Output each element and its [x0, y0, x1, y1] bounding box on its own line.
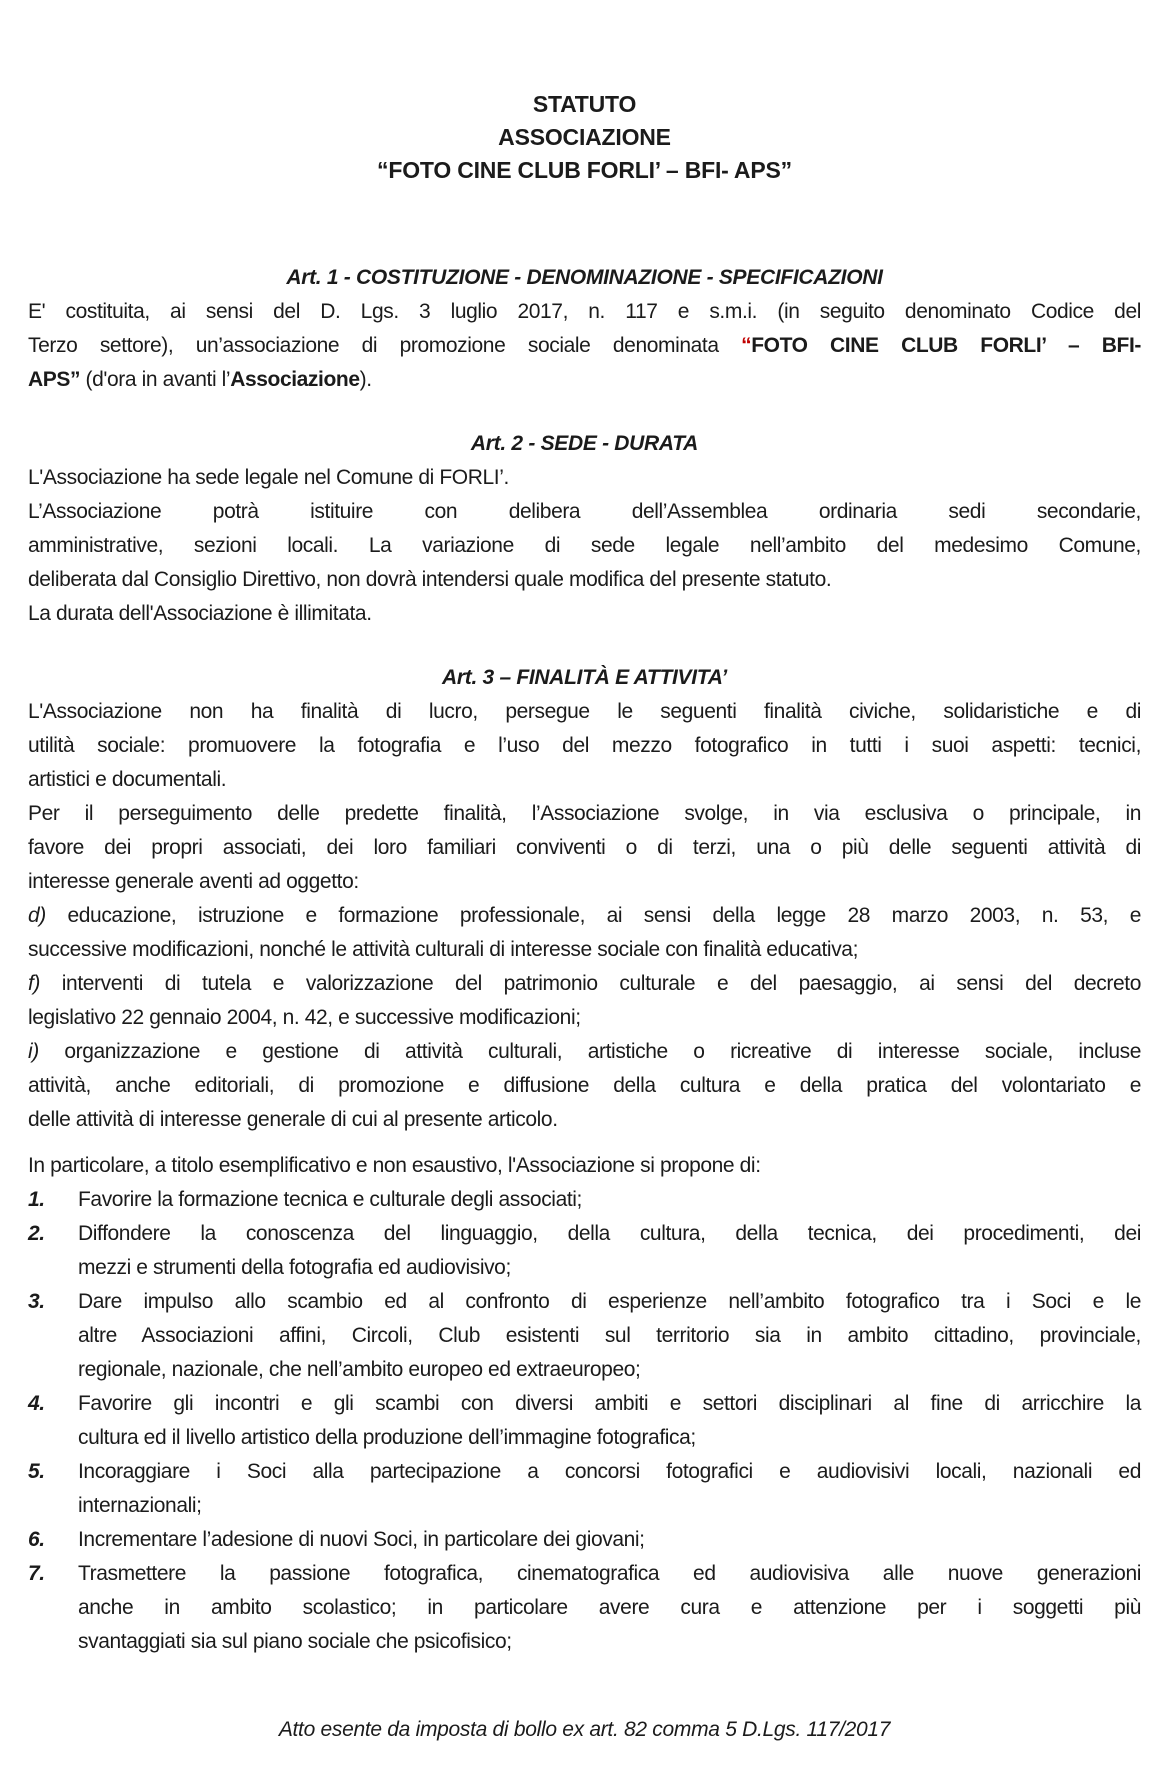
list-item-text: [78, 1387, 1141, 1455]
paragraph: [28, 1035, 1141, 1137]
paragraph-line: [78, 1319, 1141, 1353]
text-run: educazione, istruzione e formazione professionale, ai sensi della legge 28 marzo 2003, n. 53, e: [45, 904, 1141, 927]
article-heading: [28, 261, 1141, 295]
document-body: [28, 261, 1141, 1659]
paragraph-line: [28, 563, 1141, 597]
document-title-line: ASSOCIAZIONE: [498, 124, 671, 150]
paragraph-line: [78, 1217, 1141, 1251]
article-heading: [28, 427, 1141, 461]
text-run: (d'ora in avanti l’: [80, 368, 231, 391]
paragraph-line: [28, 967, 1141, 1001]
paragraph-line: [28, 295, 1141, 329]
text-run: Terzo settore), un’associazione di promozione sociale denominata: [28, 334, 742, 357]
text-run: interventi di tutela e valorizzazione del patrimonio culturale e del paesaggio, ai sensi del decreto: [40, 972, 1141, 995]
paragraph: [28, 967, 1141, 1035]
paragraph-line: [78, 1591, 1141, 1625]
paragraph-line: [78, 1557, 1141, 1591]
paragraph-line: [28, 797, 1141, 831]
list-item-number: 7.: [28, 1562, 45, 1585]
red-quote-mark: “: [741, 334, 752, 357]
paragraph-line: [28, 329, 1141, 363]
list-item-text: [78, 1455, 1141, 1523]
text-run: L'Associazione non ha finalità di lucro, persegue le seguenti finalità civiche, solidaristiche e di: [28, 700, 1141, 723]
paragraph-line: [28, 363, 1141, 397]
list-item: [28, 1183, 1141, 1217]
text-run: legislativo 22 gennaio 2004, n. 42, e successive modificazioni;: [28, 1006, 581, 1029]
footer-note: Atto esente da imposta di bollo ex art. 82 comma 5 D.Lgs. 117/2017: [278, 1718, 891, 1741]
document-title: [28, 88, 1141, 187]
text-run: Favorire gli incontri e gli scambi con diversi ambiti e settori disciplinari al fine di arricchire la: [78, 1392, 1141, 1415]
text-run: interesse generale aventi ad oggetto:: [28, 870, 359, 893]
paragraph: [28, 1149, 1141, 1183]
article-heading: [28, 661, 1141, 695]
paragraph-line: [28, 495, 1141, 529]
list-item-text: [78, 1557, 1141, 1659]
document-title-line: STATUTO: [532, 91, 637, 117]
document-title-line: “FOTO CINE CLUB FORLI’ – BFI- APS”: [377, 157, 792, 183]
text-run: organizzazione e gestione di attività culturali, artistiche o ricreative di interesse sociale, incluse: [38, 1040, 1141, 1063]
list-item-text: [78, 1183, 1141, 1217]
text-run: Art. 3 – FINALITÀ E ATTIVITA’: [442, 666, 727, 689]
paragraph-line: [78, 1523, 1141, 1557]
paragraph: [28, 495, 1141, 597]
text-run: anche in ambito scolastico; in particolare avere cura e attenzione per i soggetti più: [78, 1596, 1141, 1619]
paragraph-line: [28, 529, 1141, 563]
text-run: Incrementare l’adesione di nuovi Soci, in particolare dei giovani;: [78, 1528, 645, 1551]
text-run: i): [28, 1040, 39, 1063]
text-run: svantaggiati sia sul piano sociale che psicofisico;: [78, 1630, 512, 1653]
list-item-number: 4.: [28, 1392, 45, 1415]
text-run: altre Associazioni affini, Circoli, Club esistenti sul territorio sia in ambito cittadino, provinciale,: [78, 1324, 1141, 1347]
paragraph: [28, 295, 1141, 397]
text-run: attività, anche editoriali, di promozione e diffusione della cultura e della pratica del volontariato e: [28, 1074, 1141, 1097]
text-run: FOTO CINE CLUB FORLI’ – BFI-: [751, 334, 1141, 357]
paragraph-line: [28, 831, 1141, 865]
paragraph-line: [78, 1183, 1141, 1217]
text-run: Diffondere la conoscenza del linguaggio, della cultura, della tecnica, dei procedimenti, dei: [78, 1222, 1141, 1245]
text-run: mezzi e strumenti della fotografia ed audiovisivo;: [78, 1256, 511, 1279]
list-item-text: [78, 1285, 1141, 1387]
list-item-text: [78, 1217, 1141, 1285]
paragraph-line: [28, 865, 1141, 899]
text-run: La durata dell'Associazione è illimitata.: [28, 602, 372, 625]
text-run: internazionali;: [78, 1494, 202, 1517]
text-run: L’Associazione potrà istituire con delibera dell’Assemblea ordinaria sedi secondarie,: [28, 500, 1141, 523]
list-item: [28, 1523, 1141, 1557]
text-run: utilità sociale: promuovere la fotografia e l’uso del mezzo fotografico in tutti i suoi aspetti: tecnici,: [28, 734, 1141, 757]
paragraph-line: [78, 1489, 1141, 1523]
list-item: [28, 1217, 1141, 1285]
paragraph-line: [28, 1035, 1141, 1069]
paragraph-line: [28, 1069, 1141, 1103]
list-item-number: 5.: [28, 1460, 45, 1483]
list-item: [28, 1557, 1141, 1659]
paragraph-line: [28, 695, 1141, 729]
text-run: successive modificazioni, nonché le attività culturali di interesse sociale con finalità educativa;: [28, 938, 859, 961]
paragraph-line: [78, 1387, 1141, 1421]
text-run: L'Associazione ha sede legale nel Comune di FORLI’.: [28, 466, 509, 489]
paragraph-line: [78, 1251, 1141, 1285]
paragraph-line: [78, 1421, 1141, 1455]
paragraph: [28, 695, 1141, 797]
text-run: Dare impulso allo scambio ed al confronto di esperienze nell’ambito fotografico tra i Soci e le: [78, 1290, 1141, 1313]
list-item: [28, 1455, 1141, 1523]
paragraph-line: [78, 1625, 1141, 1659]
paragraph: [28, 597, 1141, 631]
list-item-number: 6.: [28, 1528, 45, 1551]
paragraph-line: [28, 1103, 1141, 1137]
paragraph-line: [28, 1001, 1141, 1035]
paragraph-line: [28, 763, 1141, 797]
list-item: [28, 1387, 1141, 1455]
text-run: In particolare, a titolo esemplificativo e non esaustivo, l'Associazione si propone di:: [28, 1154, 761, 1177]
paragraph-line: [78, 1455, 1141, 1489]
text-run: f): [28, 972, 41, 995]
paragraph-line: [28, 899, 1141, 933]
paragraph-line: [28, 597, 1141, 631]
paragraph: [28, 797, 1141, 899]
paragraph-line: [28, 461, 1141, 495]
text-run: delle attività di interesse generale di cui al presente articolo.: [28, 1108, 558, 1131]
text-run: ).: [359, 368, 372, 391]
paragraph-line: [78, 1285, 1141, 1319]
text-run: Favorire la formazione tecnica e culturale degli associati;: [78, 1188, 582, 1211]
text-run: d): [28, 904, 46, 927]
text-run: Per il perseguimento delle predette finalità, l’Associazione svolge, in via esclusiva o principale, in: [28, 802, 1141, 825]
text-run: deliberata dal Consiglio Direttivo, non dovrà intendersi quale modifica del presente statuto.: [28, 568, 832, 591]
text-run: cultura ed il livello artistico della produzione dell’immagine fotografica;: [78, 1426, 696, 1449]
text-run: artistici e documentali.: [28, 768, 227, 791]
text-run: Trasmettere la passione fotografica, cinematografica ed audiovisiva alle nuove generazioni: [78, 1562, 1141, 1585]
list-item-number: 1.: [28, 1188, 45, 1211]
text-run: Associazione: [230, 368, 360, 391]
paragraph-line: [78, 1353, 1141, 1387]
text-run: E' costituita, ai sensi del D. Lgs. 3 luglio 2017, n. 117 e s.m.i. (in seguito denominato Codice del: [28, 300, 1141, 323]
text-run: Incoraggiare i Soci alla partecipazione a concorsi fotografici e audiovisivi locali, nazionali ed: [78, 1460, 1141, 1483]
text-run: Art. 2 - SEDE - DURATA: [470, 432, 699, 455]
list-item: [28, 1285, 1141, 1387]
paragraph-line: [28, 1149, 1141, 1183]
text-run: Art. 1 - COSTITUZIONE - DENOMINAZIONE - SPECIFICAZIONI: [286, 266, 883, 289]
paragraph-line: [28, 729, 1141, 763]
text-run: regionale, nazionale, che nell’ambito europeo ed extraeuropeo;: [78, 1358, 641, 1381]
text-run: favore dei propri associati, dei loro familiari conviventi o di terzi, una o più delle seguenti attività di: [28, 836, 1141, 859]
paragraph: [28, 461, 1141, 495]
text-run: amministrative, sezioni locali. La variazione di sede legale nell’ambito del medesimo Comune,: [28, 534, 1141, 557]
text-run: APS”: [28, 368, 81, 391]
list-item-number: 2.: [28, 1222, 45, 1245]
list-item-number: 3.: [28, 1290, 45, 1313]
list-item-text: [78, 1523, 1141, 1557]
paragraph: [28, 899, 1141, 967]
paragraph-line: [28, 933, 1141, 967]
